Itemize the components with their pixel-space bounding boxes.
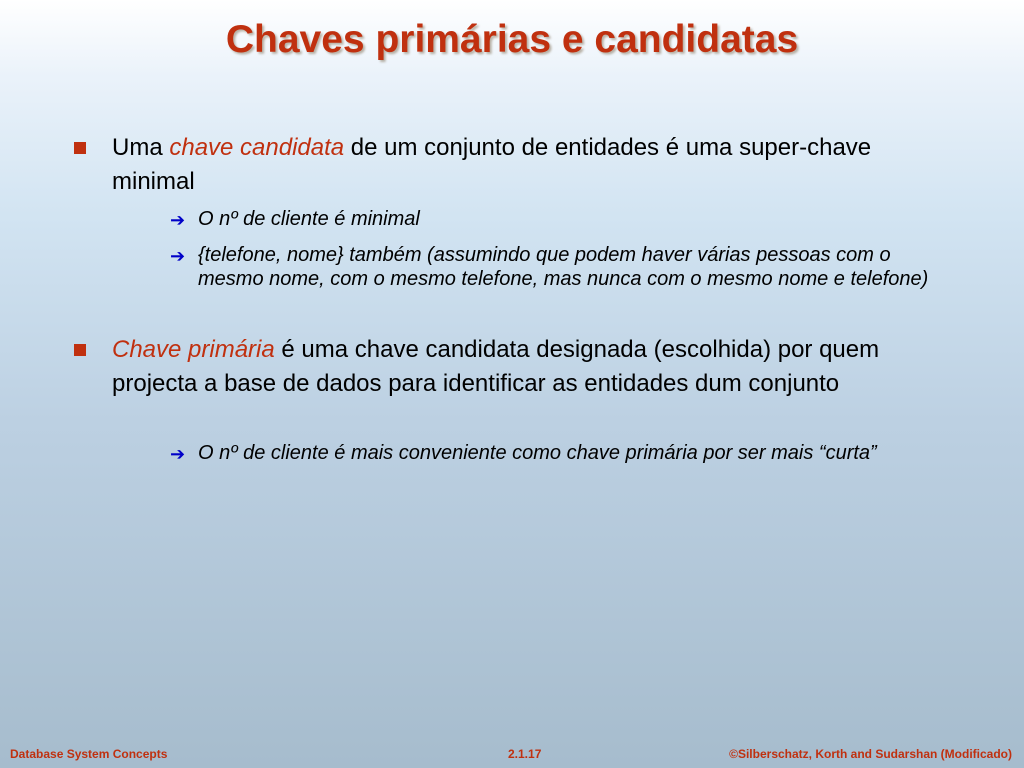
sub-bullet-text: O nº de cliente é mais conveniente como chave primária por ser mais “curta”: [198, 442, 877, 464]
arrow-right-icon: ➔: [170, 210, 186, 230]
square-bullet-icon: [74, 344, 86, 356]
bullet-term: Chave primária: [112, 336, 275, 363]
slide-title: Chaves primárias e candidatas: [225, 18, 799, 61]
bullet-text-post: de um conjunto de entidades é uma super-chave minimal: [112, 134, 872, 195]
sub-bullet-item: [170, 441, 938, 465]
bullet-text-pre: Uma: [112, 134, 170, 161]
bullet-term: chave candidata: [169, 134, 345, 161]
sub-bullet-item: [170, 207, 938, 231]
sub-bullet-text: {telefone, nome} também (assumindo que podem haver várias pessoas com o mesmo nome, com o mesmo telefone, mas nunca com o mesmo nome e telefone): [198, 244, 929, 290]
sub-bullet-text: O nº de cliente é minimal: [198, 208, 420, 230]
arrow-right-icon: ➔: [170, 246, 186, 266]
arrow-right-icon: ➔: [170, 444, 186, 464]
bullet-text-post: é uma chave candidata designada (escolhida) por quem projecta a base de dados para identificar as entidades dum conjunto: [112, 336, 880, 397]
footer-book-title: Database System Concepts: [10, 747, 168, 761]
footer-copyright: ©Silberschatz, Korth and Sudarshan (Modificado): [729, 747, 1012, 761]
bullet-item: [112, 131, 942, 199]
sub-bullet-item: [170, 243, 938, 291]
footer-slide-number: 2.1.17: [508, 747, 542, 761]
square-bullet-icon: [74, 142, 86, 154]
bullet-item: [112, 333, 942, 401]
